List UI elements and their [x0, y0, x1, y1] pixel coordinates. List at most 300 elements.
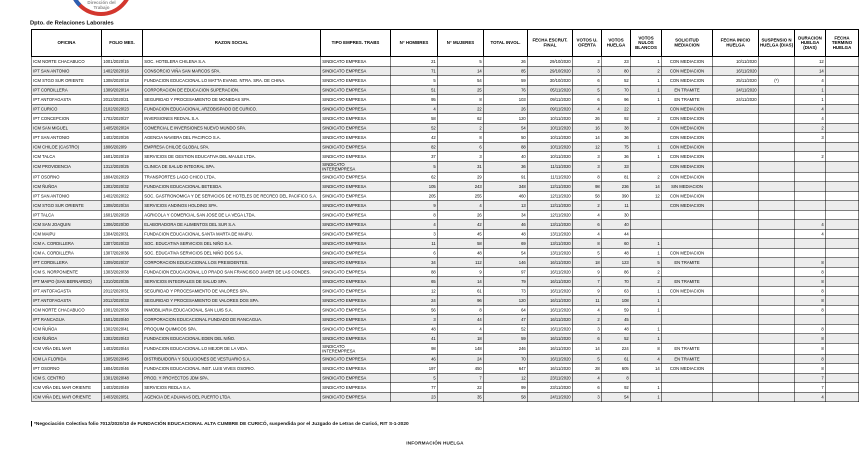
- cell-n-hombres: 42: [391, 133, 438, 143]
- cell-folio: 1601/2020/19: [102, 152, 143, 162]
- cell-suspension-huelga: [759, 239, 795, 249]
- cell-suspension-huelga: [759, 334, 795, 344]
- cell-razon-social: AGRICOLA Y COMERCIAL SAN JOSE DE LA VEGA LTDA.: [143, 210, 321, 220]
- cell-n-mujeres: 112: [438, 258, 484, 268]
- cell-n-mujeres: 25: [438, 85, 484, 95]
- cell-duracion-huelga: 4: [795, 392, 826, 402]
- cell-tipo-empres-trabs: SINDICATO EMPRESA: [321, 123, 391, 133]
- cell-duracion-huelga: 2: [795, 152, 826, 162]
- table-row: [32, 258, 859, 268]
- cell-fecha-escrut-final: 13/11/2020: [528, 229, 573, 239]
- cell-solicitud-mediacion: EN TRAMITE: [662, 95, 713, 105]
- cell-folio: 1804/2020/29: [102, 172, 143, 182]
- cell-fecha-termino-huelga: [826, 354, 859, 364]
- cell-n-mujeres: 255: [438, 191, 484, 201]
- cell-fecha-inicio-huelga: [713, 182, 759, 192]
- table-row: [32, 364, 859, 374]
- cell-votos-nulos-blancos: [631, 229, 662, 239]
- cell-votos-u-oferta: 7: [573, 277, 602, 287]
- cell-fecha-inicio-huelga: [713, 123, 759, 133]
- cell-razon-social: SERVICIOS ANDINOS HOLDING SPA.: [143, 201, 321, 211]
- table-row: [32, 57, 859, 67]
- cell-solicitud-mediacion: [662, 267, 713, 277]
- cell-oficina: ICM ÑUÑOA: [32, 334, 102, 344]
- cell-razon-social: SOC. EDUCATIVA SERVICIOS DEL NIÑO S.A.: [143, 239, 321, 249]
- cell-folio: 1301/2020/48: [102, 373, 143, 383]
- cell-folio: 1001/2020/15: [102, 57, 143, 67]
- cell-razon-social: CORPORACION DE EDUCACION SUPERACION.: [143, 85, 321, 95]
- cell-fecha-escrut-final: 05/11/2020: [528, 85, 573, 95]
- column-header-oficina: OFICINA: [32, 30, 102, 57]
- cell-n-hombres: 5: [391, 76, 438, 86]
- cell-votos-nulos-blancos: 8: [631, 343, 662, 354]
- cell-n-hombres: 62: [391, 172, 438, 182]
- cell-duracion-huelga: 8: [795, 324, 826, 334]
- cell-folio: 1307/2020/36: [102, 248, 143, 258]
- cell-n-hombres: 98: [391, 343, 438, 354]
- cell-suspension-huelga: [759, 152, 795, 162]
- cell-total-invol: 97: [484, 267, 528, 277]
- cell-fecha-termino-huelga: [826, 76, 859, 86]
- table-row: [32, 182, 859, 192]
- cell-solicitud-mediacion: CON MEDIACION: [662, 152, 713, 162]
- cell-folio: 1702/2020/27: [102, 114, 143, 124]
- cell-duracion-huelga: 8: [795, 334, 826, 344]
- cell-razon-social: FUNDACION EDUCACIONAL INST. LUIS VIVES OSORIO.: [143, 364, 321, 374]
- cell-tipo-empres-trabs: SINDICATO EMPRESA: [321, 383, 391, 393]
- cell-fecha-inicio-huelga: [713, 364, 759, 374]
- cell-solicitud-mediacion: CON MEDIACION: [662, 114, 713, 124]
- cell-total-invol: 246: [484, 343, 528, 354]
- cell-fecha-termino-huelga: [826, 104, 859, 114]
- cell-suspension-huelga: [759, 392, 795, 402]
- cell-total-invol: 91: [484, 172, 528, 182]
- cell-folio: 2012/2020/21: [102, 95, 143, 105]
- cell-fecha-termino-huelga: [826, 114, 859, 124]
- cell-oficina: IPT MAIPO (SAN BERNARDO): [32, 277, 102, 287]
- cell-solicitud-mediacion: CON MEDIACION: [662, 172, 713, 182]
- table-row: [32, 392, 859, 402]
- cell-oficina: IPT ANTOFAGASTA: [32, 95, 102, 105]
- cell-fecha-inicio-huelga: [713, 133, 759, 143]
- cell-votos-huelga: 605: [602, 364, 631, 374]
- cell-oficina: ICM ÑUÑOA: [32, 324, 102, 334]
- cell-n-mujeres: 48: [438, 248, 484, 258]
- cell-tipo-empres-trabs: SINDICATO EMPRESA: [321, 229, 391, 239]
- cell-votos-nulos-blancos: 1: [631, 76, 662, 86]
- cell-suspension-huelga: [759, 57, 795, 67]
- cell-suspension-huelga: [759, 286, 795, 296]
- cell-fecha-termino-huelga: [826, 364, 859, 374]
- cell-tipo-empres-trabs: SINDICATO EMPRESA: [321, 172, 391, 182]
- cell-oficina: IPT CONCEPCION: [32, 114, 102, 124]
- cell-razon-social: FUNDACION EDUCACIONAL LO MATTA EVANG. NTRA. SRA. DE CHINA.: [143, 76, 321, 86]
- cell-votos-nulos-blancos: 1: [631, 334, 662, 344]
- cell-votos-nulos-blancos: 1: [631, 296, 662, 306]
- direccion-del-trabajo-logo-text: [74, 0, 129, 10]
- cell-votos-u-oferta: 3: [573, 392, 602, 402]
- cell-suspension-huelga: [759, 364, 795, 374]
- cell-fecha-inicio-huelga: [713, 210, 759, 220]
- cell-total-invol: 73: [484, 286, 528, 296]
- cell-votos-huelga: 86: [602, 267, 631, 277]
- cell-suspension-huelga: [759, 324, 795, 334]
- cell-duracion-huelga: 2: [795, 123, 826, 133]
- table-row: [32, 95, 859, 105]
- cell-fecha-inicio-huelga: 16/11/2020: [713, 66, 759, 76]
- table-row: [32, 133, 859, 143]
- cell-fecha-escrut-final: 16/11/2020: [528, 354, 573, 364]
- cell-oficina: IPT SAN ANTONIO: [32, 66, 102, 76]
- cell-n-mujeres: 24: [438, 354, 484, 364]
- cell-total-invol: 26: [484, 104, 528, 114]
- cell-folio: 1405/2020/24: [102, 123, 143, 133]
- cell-n-hombres: 56: [391, 305, 438, 315]
- cell-suspension-huelga: [759, 315, 795, 325]
- cell-total-invol: 120: [484, 114, 528, 124]
- cell-votos-u-oferta: 58: [573, 191, 602, 201]
- cell-votos-u-oferta: 9: [573, 267, 602, 277]
- cell-solicitud-mediacion: CON MEDIACION: [662, 161, 713, 172]
- cell-duracion-huelga: 8: [795, 258, 826, 268]
- cell-suspension-huelga: [759, 123, 795, 133]
- cell-total-invol: 64: [484, 305, 528, 315]
- cell-n-hombres: 4: [391, 220, 438, 230]
- cell-votos-nulos-blancos: 4: [631, 354, 662, 364]
- cell-razon-social: DISTRIBUIDORA Y SOLUCIONES DE VESTUARIO S.A.: [143, 354, 321, 364]
- cell-fecha-termino-huelga: [826, 277, 859, 287]
- cell-n-mujeres: 4: [438, 324, 484, 334]
- cell-solicitud-mediacion: CON MEDIACION: [662, 248, 713, 258]
- cell-votos-u-oferta: 4: [573, 373, 602, 383]
- cell-fecha-termino-huelga: [826, 210, 859, 220]
- cell-n-mujeres: 3: [438, 152, 484, 162]
- cell-votos-huelga: 36: [602, 133, 631, 143]
- cell-fecha-inicio-huelga: [713, 277, 759, 287]
- cell-votos-u-oferta: 6: [573, 220, 602, 230]
- cell-n-hombres: 23: [391, 392, 438, 402]
- cell-n-hombres: 34: [391, 258, 438, 268]
- cell-tipo-empres-trabs: SINDICATO EMPRESA: [321, 76, 391, 86]
- cell-fecha-inicio-huelga: 25/11/2020: [713, 76, 759, 86]
- cell-fecha-inicio-huelga: [713, 324, 759, 334]
- cell-suspension-huelga: [759, 161, 795, 172]
- cell-n-hombres: 205: [391, 191, 438, 201]
- cell-votos-huelga: 48: [602, 324, 631, 334]
- cell-votos-huelga: 11: [602, 201, 631, 211]
- cell-fecha-termino-huelga: [826, 95, 859, 105]
- cell-razon-social: SOC. EDUCATIVA SERVICIOS DEL NIÑO DOS S.A.: [143, 248, 321, 258]
- cell-folio: 1402/2020/26: [102, 133, 143, 143]
- cell-fecha-escrut-final: 12/11/2020: [528, 182, 573, 192]
- cell-folio: 2012/2020/31: [102, 286, 143, 296]
- cell-votos-u-oferta: 3: [573, 324, 602, 334]
- cell-n-hombres: 37: [391, 152, 438, 162]
- cell-oficina: ICM TALCA: [32, 152, 102, 162]
- cell-votos-nulos-blancos: 2: [631, 277, 662, 287]
- cell-razon-social: CORPORACION EDUCACIONAL LOS PRESIDENTES.: [143, 258, 321, 268]
- cell-fecha-termino-huelga: [826, 172, 859, 182]
- cell-votos-nulos-blancos: [631, 104, 662, 114]
- cell-fecha-escrut-final: 16/11/2020: [528, 258, 573, 268]
- cell-duracion-huelga: 4: [795, 114, 826, 124]
- column-header-duracion-huelga: DURACION HUELGA (DIAS): [795, 30, 826, 57]
- cell-n-mujeres: 35: [438, 392, 484, 402]
- cell-fecha-inicio-huelga: [713, 201, 759, 211]
- cell-oficina: ICM A. CORDILLERA: [32, 248, 102, 258]
- cell-n-mujeres: 14: [438, 277, 484, 287]
- cell-razon-social: INVERSIONES REDVAL S.A.: [143, 114, 321, 124]
- cell-votos-u-oferta: 5: [573, 354, 602, 364]
- cell-suspension-huelga: [759, 201, 795, 211]
- cell-suspension-huelga: [759, 220, 795, 230]
- cell-razon-social: TRANSPORTES LAGO CHICO LTDA.: [143, 172, 321, 182]
- cell-suspension-huelga: [759, 343, 795, 354]
- cell-oficina: ICM STGO SUR ORIENTE: [32, 76, 102, 86]
- cell-tipo-empres-trabs: SINDICATO EMPRESA: [321, 334, 391, 344]
- cell-solicitud-mediacion: [662, 296, 713, 306]
- cell-folio: 1309/2020/37: [102, 258, 143, 268]
- cell-votos-nulos-blancos: 1: [631, 248, 662, 258]
- cell-duracion-huelga: [795, 182, 826, 192]
- column-header-fecha-termino-huelga: FECHA TERMINO HUELGA: [826, 30, 859, 57]
- column-header-n-mujeres: N° MUJERES: [438, 30, 484, 57]
- cell-solicitud-mediacion: SIN MEDIACION: [662, 182, 713, 192]
- cell-fecha-escrut-final: 24/11/2020: [528, 392, 573, 402]
- table-row: [32, 104, 859, 114]
- cell-fecha-escrut-final: 16/11/2020: [528, 324, 573, 334]
- cell-duracion-huelga: 8: [795, 343, 826, 354]
- cell-oficina: IPT CORDILLERA: [32, 258, 102, 268]
- cell-n-hombres: 51: [391, 85, 438, 95]
- cell-tipo-empres-trabs: SINDICATO EMPRESA: [321, 305, 391, 315]
- cell-n-hombres: 41: [391, 334, 438, 344]
- cell-oficina: ICM SAN JOAQUIN: [32, 220, 102, 230]
- cell-suspension-huelga: [759, 267, 795, 277]
- cell-votos-huelga: 390: [602, 191, 631, 201]
- cell-n-hombres: 105: [391, 182, 438, 192]
- table-row: [32, 161, 859, 172]
- cell-votos-u-oferta: 26: [573, 114, 602, 124]
- cell-votos-nulos-blancos: [631, 373, 662, 383]
- cell-fecha-escrut-final: 10/11/2020: [528, 142, 573, 152]
- table-row: [32, 191, 859, 201]
- cell-total-invol: 12: [484, 373, 528, 383]
- cell-votos-huelga: 92: [602, 383, 631, 393]
- table-row: [32, 373, 859, 383]
- cell-votos-nulos-blancos: 2: [631, 114, 662, 124]
- column-header-folio: FOLIO MES.: [102, 30, 143, 57]
- huelgas-table: [31, 29, 859, 402]
- cell-total-invol: 34: [484, 210, 528, 220]
- cell-n-hombres: 24: [391, 296, 438, 306]
- cell-votos-nulos-blancos: 1: [631, 324, 662, 334]
- table-row: [32, 267, 859, 277]
- cell-fecha-termino-huelga: [826, 239, 859, 249]
- cell-total-invol: 54: [484, 123, 528, 133]
- cell-fecha-termino-huelga: [826, 296, 859, 306]
- cell-fecha-termino-huelga: [826, 57, 859, 67]
- cell-votos-huelga: 33: [602, 161, 631, 172]
- cell-oficina: ICM VIÑA DEL MAR ORIENTE: [32, 383, 102, 393]
- table-row: [32, 343, 859, 354]
- cell-fecha-escrut-final: 29/10/2020: [528, 66, 573, 76]
- cell-solicitud-mediacion: [662, 315, 713, 325]
- cell-oficina: ICM ÑUÑOA: [32, 182, 102, 192]
- cell-total-invol: 58: [484, 392, 528, 402]
- cell-duracion-huelga: [795, 248, 826, 258]
- cell-total-invol: 52: [484, 324, 528, 334]
- cell-fecha-escrut-final: 12/11/2020: [528, 201, 573, 211]
- cell-n-hombres: 71: [391, 66, 438, 76]
- cell-total-invol: 36: [484, 161, 528, 172]
- cell-duracion-huelga: 8: [795, 267, 826, 277]
- cell-total-invol: 13: [484, 201, 528, 211]
- cell-fecha-escrut-final: 16/11/2020: [528, 277, 573, 287]
- column-header-n-hombres: N° HOMBRES: [391, 30, 438, 57]
- cell-suspension-huelga: [759, 172, 795, 182]
- cell-fecha-termino-huelga: [826, 392, 859, 402]
- cell-solicitud-mediacion: CON MEDIACION: [662, 57, 713, 67]
- cell-total-invol: 48: [484, 229, 528, 239]
- cell-folio: 1601/2020/28: [102, 210, 143, 220]
- cell-oficina: ICM VIÑA DEL MAR ORIENTE: [32, 392, 102, 402]
- cell-votos-huelga: 80: [602, 66, 631, 76]
- cell-votos-u-oferta: 4: [573, 104, 602, 114]
- cell-n-mujeres: 450: [438, 364, 484, 374]
- cell-suspension-huelga: [759, 354, 795, 364]
- cell-folio: 2102/2020/23: [102, 104, 143, 114]
- cell-folio: 1302/2020/32: [102, 182, 143, 192]
- cell-solicitud-mediacion: [662, 324, 713, 334]
- cell-fecha-termino-huelga: [826, 248, 859, 258]
- table-row: [32, 305, 859, 315]
- cell-fecha-inicio-huelga: [713, 191, 759, 201]
- cell-votos-u-oferta: 3: [573, 152, 602, 162]
- cell-n-hombres: 58: [391, 114, 438, 124]
- table-row: [32, 248, 859, 258]
- cell-votos-huelga: 52: [602, 76, 631, 86]
- cell-razon-social: SOC. HOTELERA CHILENA S.A.: [143, 57, 321, 67]
- cell-votos-nulos-blancos: 2: [631, 172, 662, 182]
- cell-oficina: IPT SAN ANTONIO: [32, 191, 102, 201]
- cell-n-mujeres: 8: [438, 305, 484, 315]
- cell-total-invol: 460: [484, 191, 528, 201]
- cell-votos-u-oferta: 8: [573, 172, 602, 182]
- cell-votos-u-oferta: 4: [573, 210, 602, 220]
- cell-fecha-escrut-final: 23/11/2020: [528, 383, 573, 393]
- cell-n-hombres: 88: [391, 267, 438, 277]
- cell-n-hombres: 21: [391, 57, 438, 67]
- cell-duracion-huelga: 1: [795, 85, 826, 95]
- cell-fecha-escrut-final: 09/11/2020: [528, 104, 573, 114]
- cell-duracion-huelga: [795, 191, 826, 201]
- cell-fecha-inicio-huelga: [713, 286, 759, 296]
- cell-oficina: IPT TALCA: [32, 210, 102, 220]
- cell-razon-social: PROQUIM QUIMICOS SPA.: [143, 324, 321, 334]
- cell-duracion-huelga: [795, 172, 826, 182]
- table-row: [32, 210, 859, 220]
- cell-fecha-inicio-huelga: [713, 305, 759, 315]
- cell-total-invol: 79: [484, 277, 528, 287]
- cell-fecha-termino-huelga: [826, 123, 859, 133]
- cell-solicitud-mediacion: [662, 210, 713, 220]
- cell-folio: 1306/2020/30: [102, 220, 143, 230]
- cell-votos-huelga: 48: [602, 248, 631, 258]
- column-header-votos-huelga: VOTOS HUELGA: [602, 30, 631, 57]
- cell-votos-huelga: 23: [602, 57, 631, 67]
- bottom-page-label: INFORMACIÓN HUELGA: [406, 440, 464, 446]
- cell-votos-u-oferta: 6: [573, 334, 602, 344]
- cell-solicitud-mediacion: [662, 392, 713, 402]
- cell-votos-u-oferta: 6: [573, 383, 602, 393]
- column-header-fecha-escrut-final: FECHA ESCRUT. FINAL: [528, 30, 573, 57]
- cell-fecha-inicio-huelga: [713, 392, 759, 402]
- cell-oficina: IPT ANTOFAGASTA: [32, 286, 102, 296]
- cell-solicitud-mediacion: CON MEDIACION: [662, 364, 713, 374]
- cell-tipo-empres-trabs: SINDICATO EMPRESA: [321, 248, 391, 258]
- table-row: [32, 296, 859, 306]
- cell-oficina: IPT OSORNO: [32, 364, 102, 374]
- cell-total-invol: 59: [484, 76, 528, 86]
- cell-oficina: ICM VIÑA DEL MAR: [32, 343, 102, 354]
- cell-razon-social: SEGURIDAD Y PROCESAMIENTO DE VALORES SPA.: [143, 286, 321, 296]
- table-row: [32, 315, 859, 325]
- cell-folio: 1403/2020/44: [102, 343, 143, 354]
- cell-fecha-escrut-final: 09/11/2020: [528, 95, 573, 105]
- cell-suspension-huelga: [759, 305, 795, 315]
- cell-suspension-huelga: [759, 142, 795, 152]
- cell-razon-social: FUNDACION EDUCACIONAL BETESDA.: [143, 182, 321, 192]
- cell-oficina: ICM NORTE CHACABUCO: [32, 57, 102, 67]
- cell-votos-nulos-blancos: 1: [631, 286, 662, 296]
- cell-n-mujeres: 14: [438, 66, 484, 76]
- cell-fecha-escrut-final: 12/11/2020: [528, 191, 573, 201]
- cell-folio: 1312/2020/25: [102, 161, 143, 172]
- cell-duracion-huelga: [795, 315, 826, 325]
- cell-tipo-empres-trabs: SINDICATO EMPRESA: [321, 191, 391, 201]
- cell-total-invol: 146: [484, 258, 528, 268]
- cell-tipo-empres-trabs: SINDICATO EMPRESA: [321, 201, 391, 211]
- cell-n-mujeres: 2: [438, 123, 484, 133]
- cell-tipo-empres-trabs: SINDICATO EMPRESA: [321, 315, 391, 325]
- table-body: [32, 57, 859, 402]
- cell-fecha-termino-huelga: [826, 142, 859, 152]
- cell-n-mujeres: 7: [438, 373, 484, 383]
- cell-fecha-inicio-huelga: 10/11/2020: [713, 57, 759, 67]
- cell-fecha-escrut-final: 29/10/2020: [528, 57, 573, 67]
- cell-oficina: ICM NORTE CHACABUCO: [32, 305, 102, 315]
- cell-n-hombres: 9: [391, 201, 438, 211]
- cell-tipo-empres-trabs: SINDICATO EMPRESA: [321, 392, 391, 402]
- cell-fecha-inicio-huelga: [713, 104, 759, 114]
- cell-fecha-inicio-huelga: 24/11/2020: [713, 85, 759, 95]
- cell-total-invol: 103: [484, 95, 528, 105]
- cell-suspension-huelga: [759, 85, 795, 95]
- cell-votos-huelga: 54: [602, 392, 631, 402]
- cell-votos-nulos-blancos: [631, 315, 662, 325]
- logo-line2: Trabajo: [93, 5, 110, 10]
- cell-folio: 1402/2020/22: [102, 191, 143, 201]
- cell-n-mujeres: 45: [438, 229, 484, 239]
- cell-tipo-empres-trabs: SINDICATO EMPRESA: [321, 85, 391, 95]
- cell-votos-u-oferta: 9: [573, 286, 602, 296]
- cell-oficina: ICM STGO SUR ORIENTE: [32, 201, 102, 211]
- cell-razon-social: INMOBILIARIA EDUCACIONAL SAN LUIS S.A.: [143, 305, 321, 315]
- cell-votos-nulos-blancos: 14: [631, 182, 662, 192]
- cell-votos-huelga: 59: [602, 305, 631, 315]
- cell-votos-u-oferta: 2: [573, 201, 602, 211]
